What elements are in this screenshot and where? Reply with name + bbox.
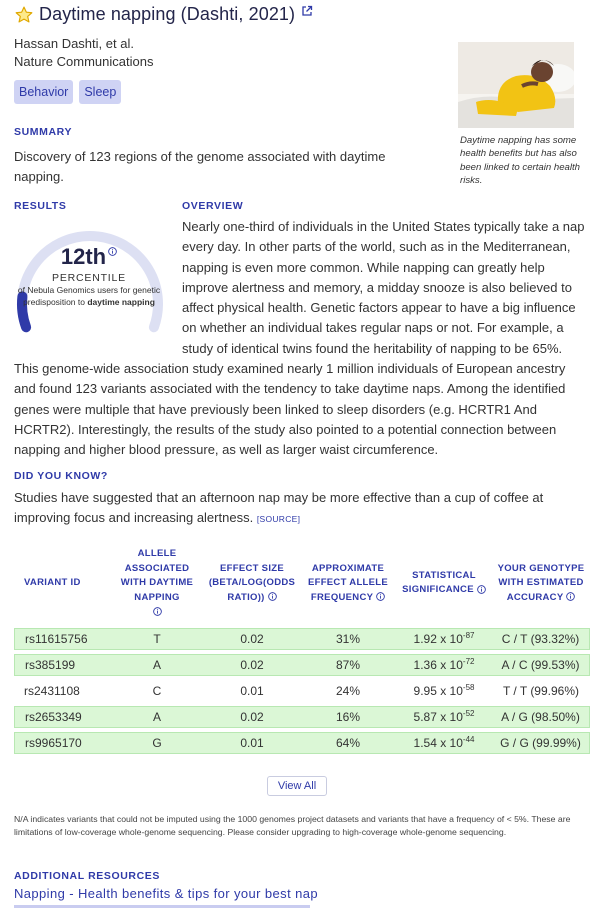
source-link[interactable]: [SOURCE]: [256, 514, 301, 525]
footnote: N/A indicates variants that could not be imputed using the 1000 genomes project datasets and variants that have a frequency of < 5%. These are limitations of low-coverage whole-genome sequencing. Please consider upgrading to high-coverage whole-genome sequencing.: [14, 814, 571, 837]
col-header-variant-text: VARIANT ID: [24, 577, 81, 588]
summary-text: Discovery of 123 regions of the genome associated with daytime napping.: [14, 149, 386, 184]
col-header-allele: [110, 547, 204, 624]
allele: C: [152, 683, 162, 698]
genotype: A / C (99.53%): [492, 654, 590, 676]
genotype: A / G (98.50%): [492, 706, 590, 728]
significance-exponent: -87: [462, 631, 475, 640]
effect-size: 0.02: [204, 654, 300, 676]
variant-id[interactable]: rs385199: [14, 654, 110, 676]
col-header-significance-text: STATISTICAL SIGNIFICANCE: [402, 569, 476, 596]
significance: [396, 732, 492, 754]
photo-caption: Daytime napping has some health benefits but has also been linked to certain health risks.: [460, 135, 581, 186]
title-row: [14, 4, 313, 25]
info-icon[interactable]: [153, 607, 162, 616]
effect-size: 0.01: [204, 732, 300, 754]
significance-exponent: -44: [462, 735, 475, 744]
table-row[interactable]: [14, 654, 590, 676]
overview-text-block: [14, 217, 590, 461]
col-header-effect: [204, 547, 300, 624]
gauge-spacer: [14, 217, 182, 357]
percentile-label: PERCENTILE: [52, 272, 126, 284]
info-icon[interactable]: [268, 592, 277, 601]
col-header-effect-text: EFFECT SIZE (BETA/LOG(ODDS RATIO)): [208, 562, 296, 603]
star-icon[interactable]: [14, 5, 34, 25]
significance-base: 1.54 x 10: [413, 736, 463, 750]
variant-id[interactable]: rs2431108: [24, 683, 80, 698]
effect-size: 0.02: [204, 628, 300, 650]
resources-label: ADDITIONAL RESOURCES: [14, 870, 160, 882]
tag-list: [14, 80, 121, 104]
allele: A: [110, 654, 204, 676]
did-you-know-text: Studies have suggested that an afternoon nap may be more effective than a cup of coffee at improving focus and increasing alertness.: [14, 490, 544, 526]
variant-id[interactable]: rs9965170: [14, 732, 110, 754]
allele: G: [110, 732, 204, 754]
significance: [396, 628, 492, 650]
col-header-allele-text: ALLELE ASSOCIATED WITH DAYTIME NAPPING: [120, 548, 194, 603]
summary-label: SUMMARY: [14, 126, 73, 138]
table-row[interactable]: [14, 628, 590, 650]
effect-size: 0.01: [240, 683, 264, 698]
info-icon[interactable]: [376, 592, 385, 601]
overview-text: Nearly one-third of individuals in the United States typically take a nap every day. In other parts of the world, such as in the Mediterranean, napping is even more common. While napping can greatly help improve alertness and memory, a midday snooze is also believed to affect physical health. Genetic factors appear to have a big influence on whether an individual takes regular naps or not. For example, a study of identical twins found the heritability of napping to be 65%. This genome-wide association study examined nearly 1 million individuals of European ancestry and found 123 variants associated with the tendency to take daytime naps. Among the identified genes were multiple that have previously been linked to sleep disorders (e.g. HCRTR1 And HCRTR2). Interestingly, the results of the study also pointed to a potential connection between napping and higher blood pressure, as well as larger waist circumference.: [14, 219, 585, 458]
page-title: Daytime napping (Dashti, 2021): [39, 4, 296, 24]
external-link-icon[interactable]: [301, 5, 313, 17]
significance-base: 9.95 x 10: [413, 684, 463, 698]
allele-frequency: 16%: [300, 706, 396, 728]
variants-table: [14, 543, 590, 758]
genotype: C / T (93.32%): [492, 628, 590, 650]
journal: Nature Communications: [14, 54, 154, 69]
variant-id[interactable]: rs11615756: [14, 628, 110, 650]
significance-exponent: -52: [462, 709, 475, 718]
col-header-genotype-text: YOUR GENOTYPE WITH ESTIMATED ACCURACY: [497, 562, 585, 603]
significance-base: 1.36 x 10: [413, 658, 463, 672]
allele-frequency: 24%: [335, 683, 361, 698]
percentile-note-text: of Nebula Genomics users for genetic predisposition to: [17, 285, 161, 307]
percentile-value: 12th: [60, 244, 107, 269]
info-icon[interactable]: [477, 585, 486, 594]
col-header-frequency-text: APPROXIMATE EFFECT ALLELE FREQUENCY: [307, 562, 389, 603]
significance-exponent: -58: [462, 683, 475, 692]
allele-frequency: 31%: [300, 628, 396, 650]
genotype: T / T (99.96%): [502, 683, 580, 698]
info-icon[interactable]: [566, 592, 575, 601]
table-header-row: [14, 547, 590, 624]
tag-behavior[interactable]: Behavior: [14, 80, 73, 104]
significance-exponent: -72: [462, 657, 475, 666]
overview-label: OVERVIEW: [182, 200, 244, 212]
allele: A: [110, 706, 204, 728]
results-label: RESULTS: [14, 200, 67, 212]
table-row[interactable]: [14, 706, 590, 728]
allele-frequency: 87%: [300, 654, 396, 676]
table-row[interactable]: [14, 732, 590, 754]
view-all-button[interactable]: View All: [267, 776, 327, 796]
significance-base: 1.92 x 10: [413, 632, 463, 646]
percentile-note-trait: daytime napping: [87, 296, 155, 307]
significance: [396, 706, 492, 728]
col-header-frequency: [300, 547, 396, 624]
resource-link-underline: [14, 905, 310, 908]
significance: [396, 654, 492, 676]
col-header-variant: [14, 547, 110, 624]
variant-id[interactable]: rs2653349: [14, 706, 110, 728]
allele-frequency: 64%: [300, 732, 396, 754]
significance: [396, 680, 492, 702]
did-you-know-label: DID YOU KNOW?: [14, 470, 108, 482]
genotype: G / G (99.99%): [492, 732, 590, 754]
col-header-significance: [396, 547, 492, 624]
resource-link[interactable]: Napping - Health benefits & tips for your best nap: [14, 886, 318, 901]
allele: T: [110, 628, 204, 650]
tag-sleep[interactable]: Sleep: [79, 80, 121, 104]
significance-base: 5.87 x 10: [413, 710, 463, 724]
table-row[interactable]: [14, 680, 590, 702]
authors: Hassan Dashti, et al.: [14, 36, 134, 51]
napping-photo: [458, 42, 574, 128]
did-you-know-text-block: [14, 488, 590, 530]
effect-size: 0.02: [204, 706, 300, 728]
col-header-genotype: [492, 547, 590, 624]
